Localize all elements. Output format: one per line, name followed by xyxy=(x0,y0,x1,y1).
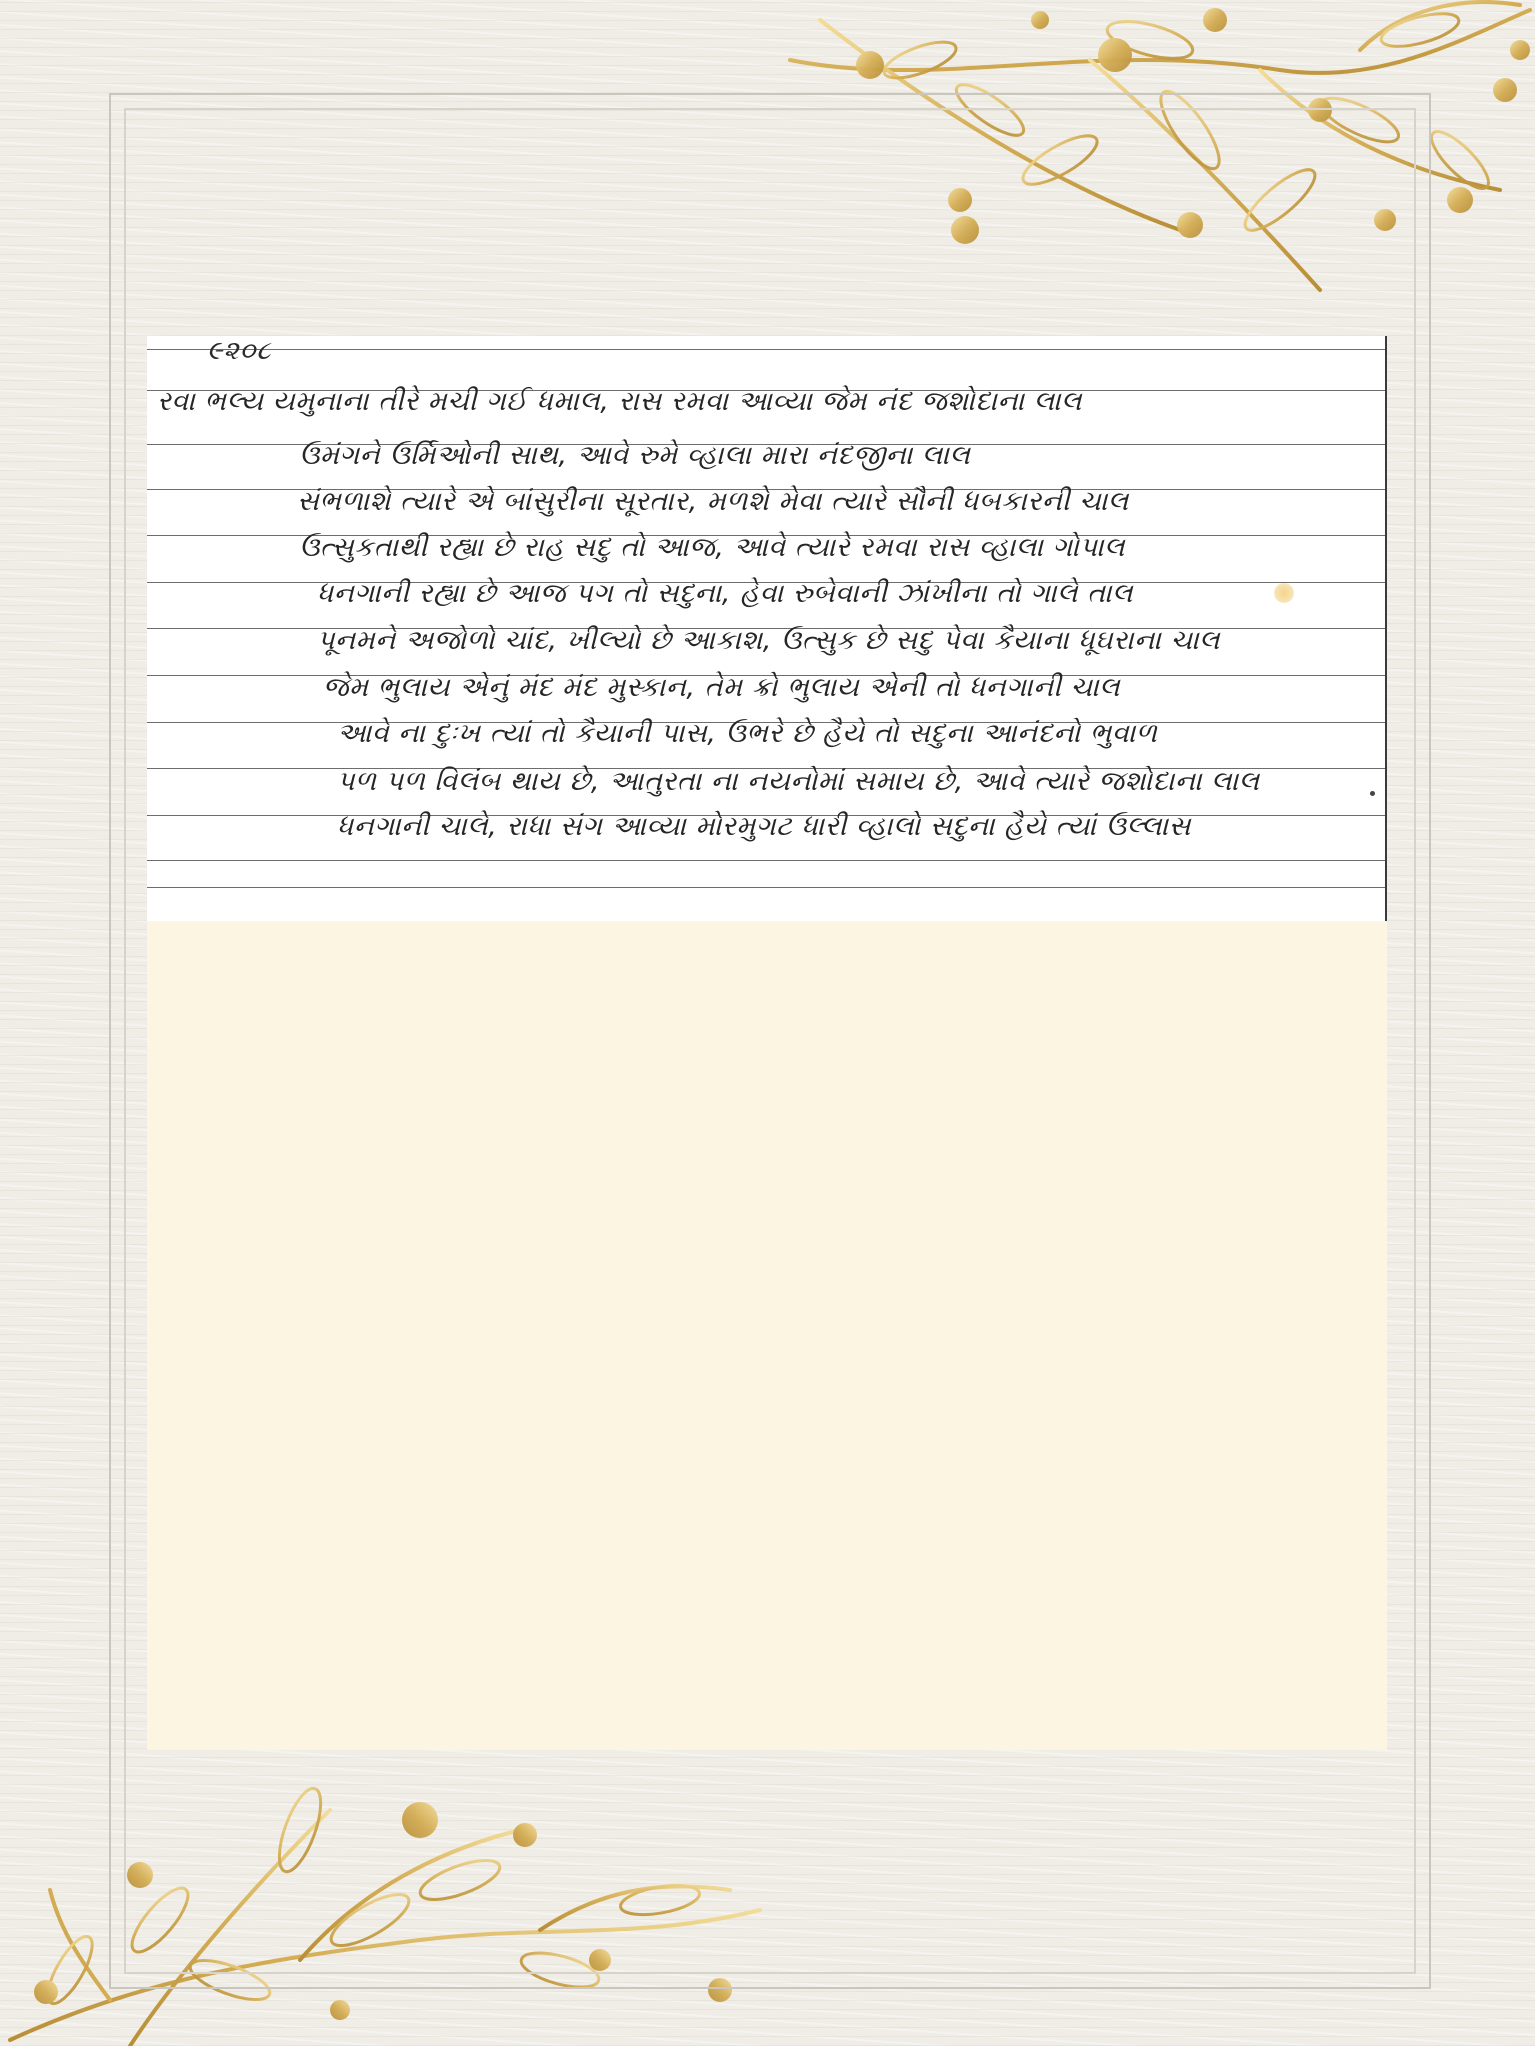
letter-line: ધનગાની ચાલે, રાધા સંગ આવ્યા મોરમુગટ ધારી વ્હાલો સદુના હૈયે ત્યાં ઉલ્લાસ xyxy=(337,811,1191,842)
handwritten-note xyxy=(147,336,1387,921)
letter-line: ઉમંગને ઉર્મિઓની સાથ, આવે રુમે વ્હાલા મારા નંદજીના લાલ xyxy=(299,440,971,471)
letter-line: આવે ના દુઃખ ત્યાં તો કૈયાની પાસ, ઉભરે છે હૈયે તો સદુના આનંદનો ભુવાળ xyxy=(337,718,1158,749)
ink-blot xyxy=(1274,583,1294,603)
letter-line: રવા ભલ્ય યમુનાના તીરે મચી ગઈ ધમાલ, રાસ રમવા આવ્યા જેમ નંદ જશોદાના લાલ xyxy=(157,386,1083,417)
ruled-line xyxy=(147,860,1385,861)
letter-line: સંભળાશે ત્યારે એ બાંસુરીના સૂરતાર, મળશે મેવા ત્યારે સૌની ધબકારની ચાલ xyxy=(297,486,1129,517)
letter-line: ઉત્સુકતાથી રહ્યા છે રાહ સદુ તો આજ, આવે ત્યારે રમવા રાસ વ્હાલા ગોપાલ xyxy=(299,532,1126,563)
letter-line: પળ પળ વિલંબ થાય છે, આતુરતા ના નયનોમાં સમાય છે, આવે ત્યારે જશોદાના લાલ xyxy=(337,766,1260,797)
blank-cream-area xyxy=(147,920,1387,1750)
letter-line: જેમ ભુલાય એનું મંદ મંદ મુસ્કાન, તેમ ક્રો ભુલાય એની તો ધનગાની ચાલ xyxy=(323,672,1121,703)
letter-line: ધનગાની રહ્યા છે આજ પગ તો સદુના, હેવા રુબેવાની ઝાંખીના તો ગાલે તાલ xyxy=(317,578,1134,609)
page-number: ૯૨૦૮ xyxy=(207,336,272,366)
letter-line: પૂનમને અજોળો ચાંદ, ખીલ્યો છે આકાશ, ઉત્સુક છે સદુ પેવા કૈયાના ધૂઘરાના ચાલ xyxy=(317,625,1221,656)
stray-ink-dot xyxy=(1370,791,1375,796)
ruled-line xyxy=(147,349,1385,350)
ruled-line xyxy=(147,887,1385,888)
